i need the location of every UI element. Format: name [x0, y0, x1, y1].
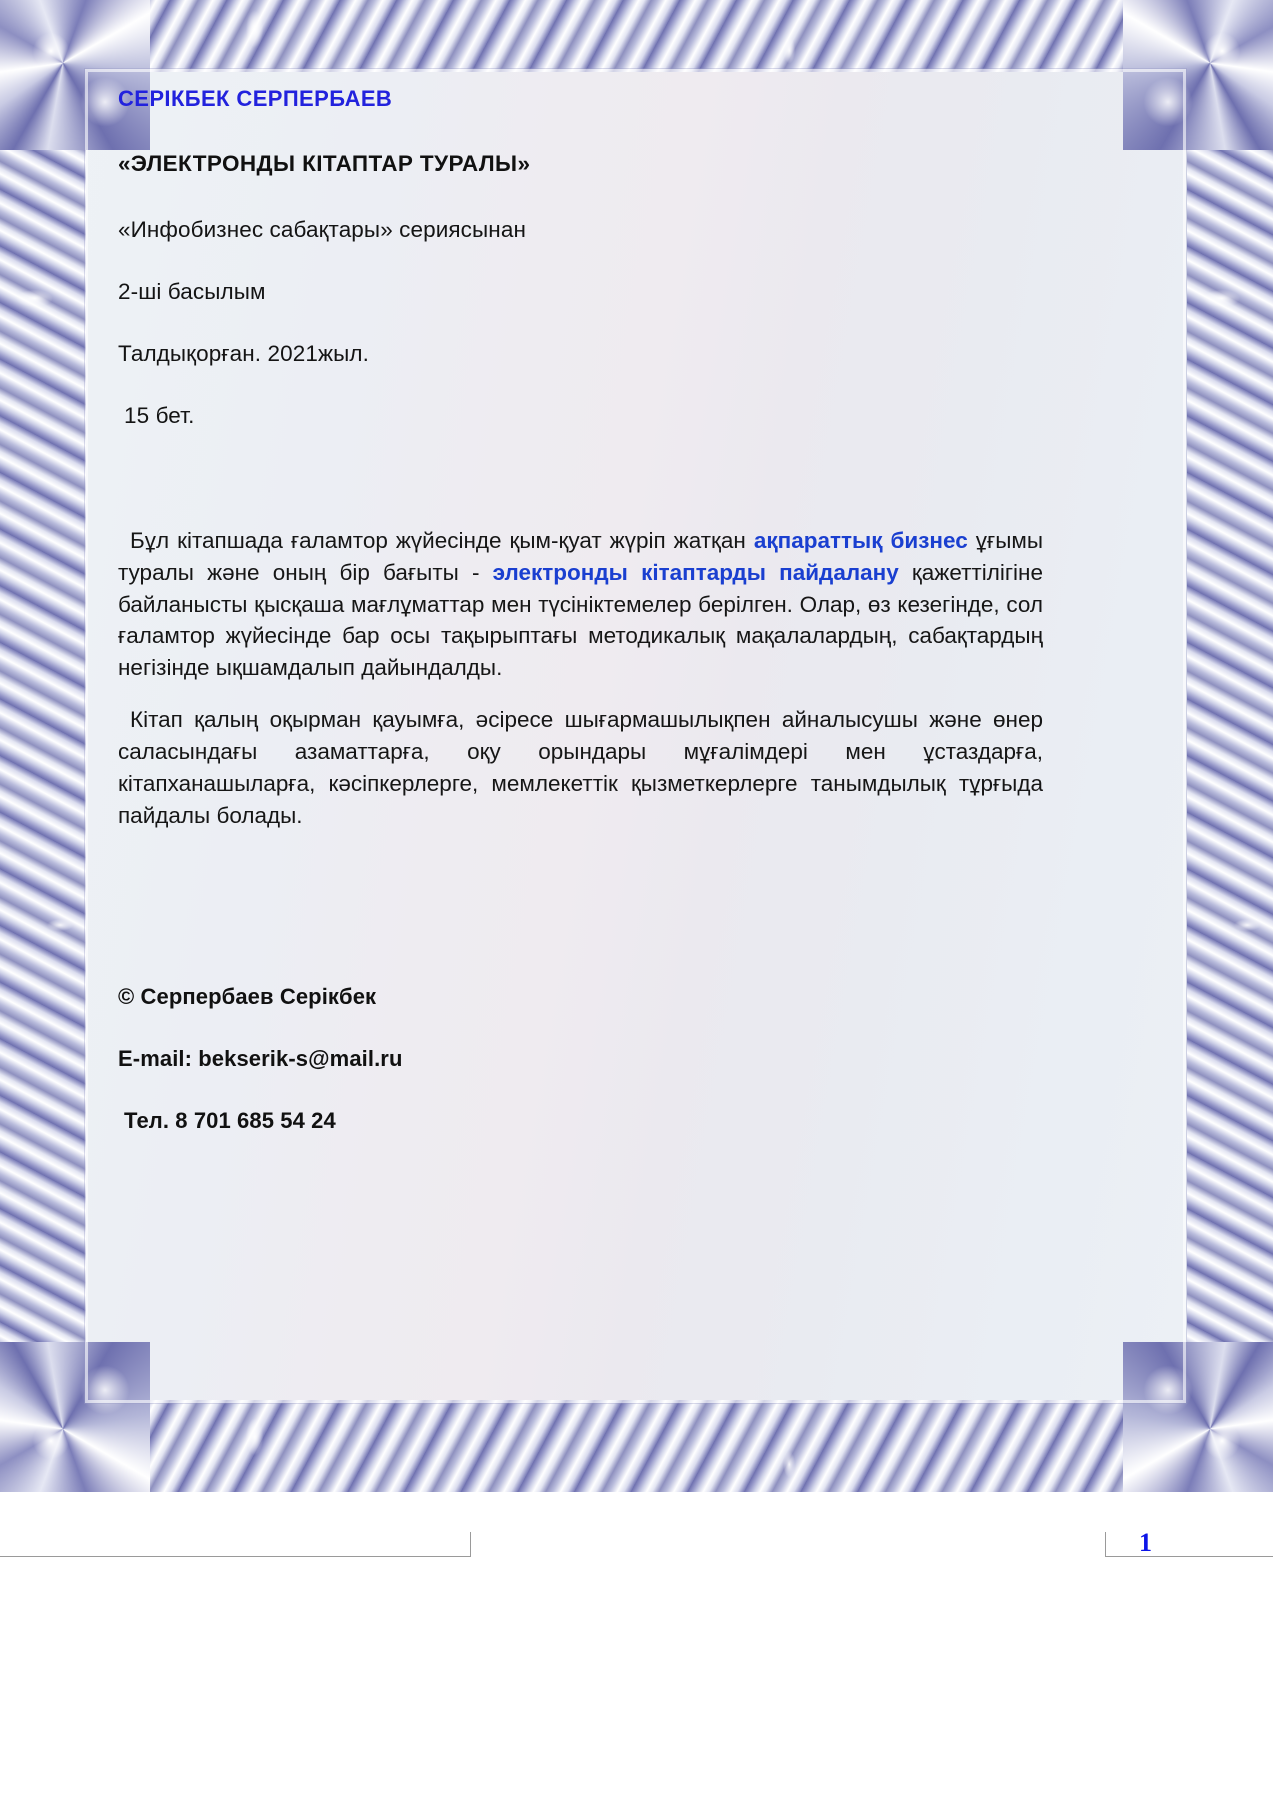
copyright-line: © Серпербаев Серікбек: [118, 984, 377, 1010]
paragraph-1-segment-1: Бұл кітапшада ғаламтор жүйесінде қым-қуат жүріп жатқан: [130, 527, 754, 553]
author-name: СЕРІКБЕК СЕРПЕРБАЕВ: [118, 86, 393, 111]
paragraph-1-segment-3: қажеттілігіне байланысты қысқаша мағлұматтар мен түсініктемелер берілген. Олар, өз кезегінде, сол ғаламтор жүйесінде бар осы тақырыптағы методикалық мақалалардың, сабақтардың негізінде ықшамдалып дайындалды.: [118, 559, 1043, 681]
email-line: E-mail: bekserik-s@mail.ru: [118, 1046, 403, 1072]
book-title: «ЭЛЕКТРОНДЫ КІТАПТАР ТУРАЛЫ»: [118, 151, 531, 177]
footer-tick-left: [470, 1532, 471, 1557]
highlight-term-2: электронды кітаптарды пайдалану: [492, 559, 899, 585]
footer-rule-right: [1105, 1556, 1273, 1557]
contact-block: [118, 984, 1048, 1134]
ornamental-corner-top-right: [1123, 0, 1273, 150]
ornamental-corner-bottom-left: [0, 1342, 150, 1492]
phone-line: Тел. 8 701 685 54 24: [124, 1108, 336, 1134]
ornamental-border-bottom: [0, 1400, 1273, 1492]
edition-label: 2-ші басылым: [118, 279, 266, 305]
page-number: 1: [1139, 1528, 1152, 1557]
page-content: [118, 86, 1048, 1134]
page-footer: [0, 1492, 1273, 1800]
abstract-paragraph-1: [118, 525, 1043, 685]
ornamental-border-right: [1187, 0, 1273, 1492]
place-and-year: Талдықорған. 2021жыл.: [118, 340, 369, 366]
abstract-paragraph-2: [118, 704, 1043, 832]
highlight-term-1: ақпараттық бизнес: [753, 527, 968, 553]
paragraph-1-segment-2: ұғымы туралы және оның бір бағыты -: [118, 527, 1044, 585]
ornamental-border-left: [0, 0, 86, 1492]
footer-tick-right: [1105, 1532, 1106, 1557]
ornamental-corner-bottom-right: [1123, 1342, 1273, 1492]
ornamental-border-top: [0, 0, 1273, 72]
footer-rule-left: [0, 1556, 470, 1557]
series-name: «Инфобизнес сабақтары» сериясынан: [118, 217, 526, 243]
paragraph-2-text: Кітап қалың оқырман қауымға, әсіресе шығармашылықпен айналысушы және өнер саласындағы азаматтарға, оқу орындары мұғалімдері мен ұстаздарға, кітапханашыларға, кәсіпкерлерге, мемлекеттік қызметкерлерге танымдылық тұрғыда пайдалы болады.: [118, 707, 1043, 829]
page-count: 15 бет.: [124, 402, 195, 428]
